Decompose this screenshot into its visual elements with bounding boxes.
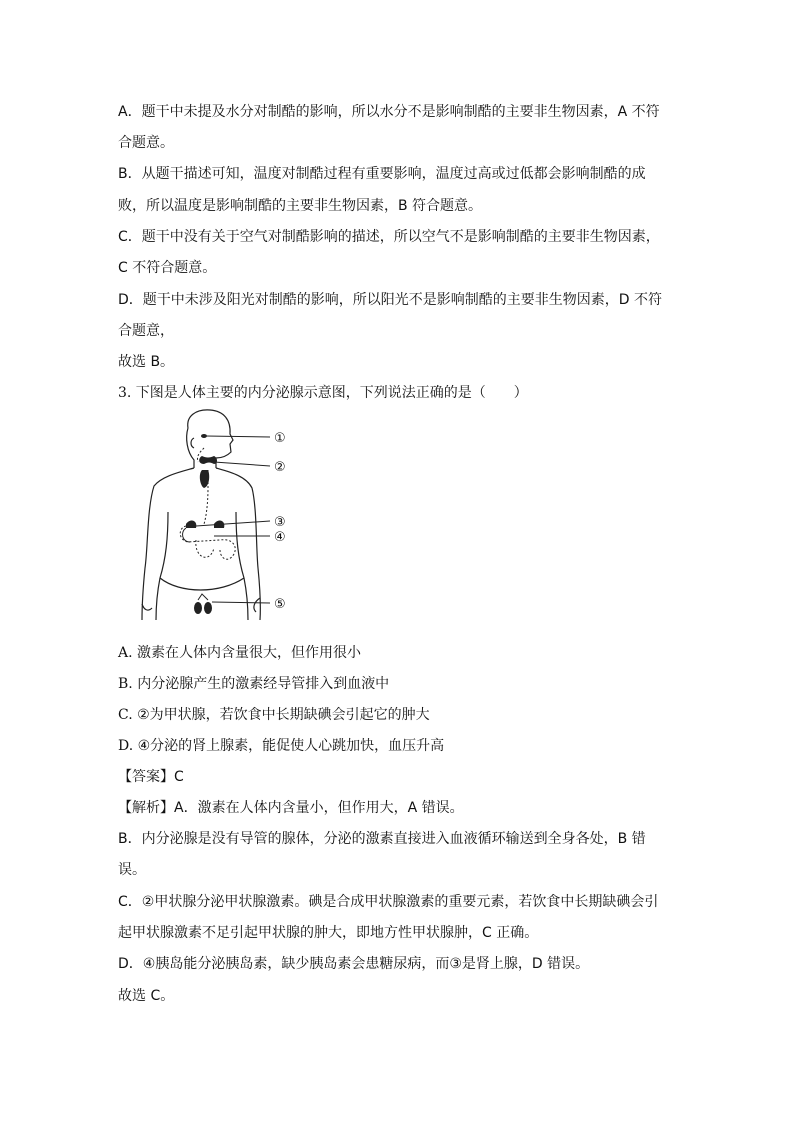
- analysis-line-7: 故选 C。: [118, 988, 175, 1004]
- label-2: ②: [274, 460, 286, 475]
- label-4: ④: [274, 530, 286, 545]
- question-stem: 3. 下图是人体主要的内分泌腺示意图，下列说法正确的是（ ）: [118, 385, 528, 401]
- analysis-line-2: B．内分泌腺是没有导管的腺体，分泌的激素直接进入血液循环输送到全身各处，B 错: [118, 831, 646, 847]
- option-d: D. ④分泌的肾上腺素，能促使人心跳加快，血压升高: [118, 738, 445, 754]
- label-1: ①: [274, 431, 286, 446]
- endocrine-glands: [183, 434, 225, 614]
- analysis-line-6: D．④胰岛能分泌胰岛素，缺少胰岛素会患糖尿病，而③是肾上腺，D 错误。: [118, 956, 590, 972]
- option-b: B. 内分泌腺产生的激素经导管排入到血液中: [118, 676, 390, 692]
- gonad-right: [204, 602, 212, 614]
- label-3: ③: [274, 515, 286, 530]
- analysis-prev-line-2: 合题意。: [118, 135, 174, 151]
- analysis-prev-line-1: A．题干中未提及水分对制酷的影响，所以水分不是影响制酷的主要非生物因素，A 不符: [118, 104, 660, 120]
- option-a: A. 激素在人体内含量很大，但作用很小: [118, 645, 362, 661]
- endocrine-gland-diagram: [130, 408, 300, 624]
- gonad-left: [194, 602, 202, 614]
- analysis-prev-line-5: C．题干中没有关于空气对制酷影响的描述，所以空气不是影响制酷的主要非生物因素，: [118, 229, 660, 245]
- answer-line: 【答案】C: [118, 769, 184, 785]
- option-c: C. ②为甲状腺，若饮食中长期缺碘会引起它的肿大: [118, 707, 430, 723]
- adrenal-gland-left: [186, 521, 196, 528]
- analysis-prev-line-4: 败，所以温度是影响制酷的主要非生物因素，B 符合题意。: [118, 198, 483, 214]
- analysis-prev-line-8: 合题意，: [118, 323, 174, 339]
- analysis-prev-line-7: D．题干中未涉及阳光对制酷的影响，所以阳光不是影响制酷的主要非生物因素，D 不符: [118, 292, 663, 308]
- digestive-tract: [180, 448, 235, 559]
- analysis-line-5: 起甲状腺激素不足引起甲状腺的肿大，即地方性甲状腺肿，C 正确。: [118, 925, 539, 941]
- analysis-line-4: C．②甲状腺分泌甲状腺激素。碘是合成甲状腺激素的重要元素，若饮食中长期缺碘会引: [118, 894, 659, 910]
- analysis-prev-line-3: B．从题干描述可知，温度对制酷过程有重要影响，温度过高或过低都会影响制酷的成: [118, 166, 646, 182]
- analysis-prev-line-6: C 不符合题意。: [118, 260, 217, 276]
- thyroid-gland: [199, 456, 217, 464]
- analysis-line-3: 误。: [118, 862, 146, 878]
- analysis-line-1: 【解析】A．激素在人体内含量小，但作用大，A 错误。: [118, 800, 464, 816]
- analysis-prev-line-9: 故选 B。: [118, 354, 175, 370]
- label-5: ⑤: [274, 597, 286, 612]
- thymus-gland: [200, 470, 209, 488]
- human-body-outline: [142, 410, 260, 620]
